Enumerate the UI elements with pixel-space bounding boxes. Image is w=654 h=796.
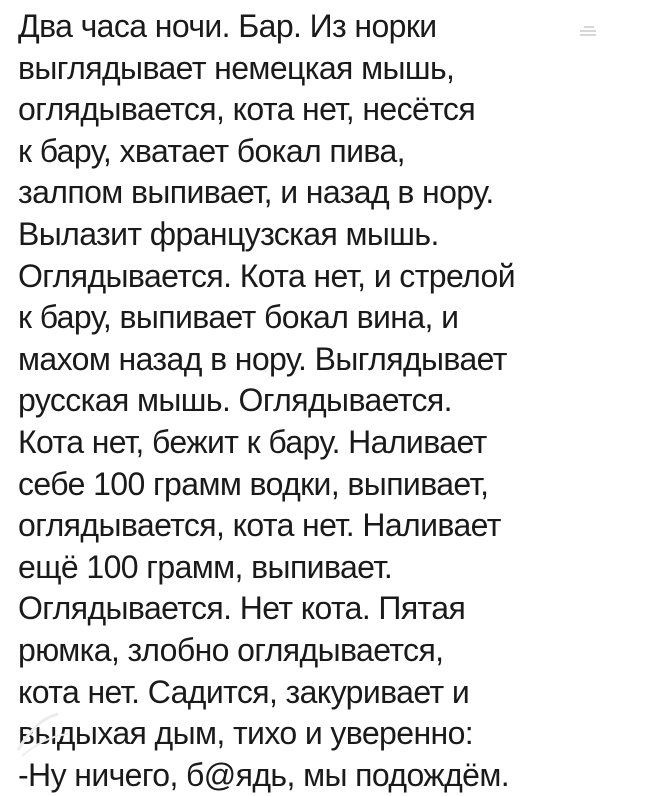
joke-line: Оглядывается. Нет кота. Пятая xyxy=(18,590,466,627)
joke-line: себе 100 грамм водки, выпивает, xyxy=(18,465,489,502)
joke-line: кота нет. Садится, закуривает и xyxy=(18,673,470,710)
joke-line: -Ну ничего, б@ядь, мы подождём. xyxy=(18,756,510,793)
joke-line: русская мышь. Оглядывается. xyxy=(18,382,452,419)
joke-line: выглядывает немецкая мышь, xyxy=(18,49,455,86)
joke-line: Вылазит французская мышь. xyxy=(18,215,439,252)
joke-line: оглядывается, кота нет. Наливает xyxy=(18,507,501,544)
joke-line: залпом выпивает, и назад в нору. xyxy=(18,174,494,211)
faint-watermark-icon xyxy=(12,700,92,760)
joke-line: махом назад в нору. Выглядывает xyxy=(18,340,507,377)
joke-line: к бару, хватает бокал пива, xyxy=(18,132,405,169)
joke-text xyxy=(18,6,638,796)
joke-line: ещё 100 грамм, выпивает. xyxy=(18,548,393,585)
joke-line: оглядывается, кота нет, несётся xyxy=(18,91,476,128)
joke-line: Два часа ночи. Бар. Из норки xyxy=(18,8,437,44)
joke-line: Оглядывается. Кота нет, и стрелой xyxy=(18,257,515,294)
joke-line: выдыхая дым, тихо и уверенно: xyxy=(18,715,474,752)
joke-line: рюмка, злобно оглядывается, xyxy=(18,631,444,668)
joke-line: к бару, выпивает бокал вина, и xyxy=(18,299,459,336)
joke-line: Кота нет, бежит к бару. Наливает xyxy=(18,423,487,460)
faint-menu-lines-icon xyxy=(580,26,598,38)
